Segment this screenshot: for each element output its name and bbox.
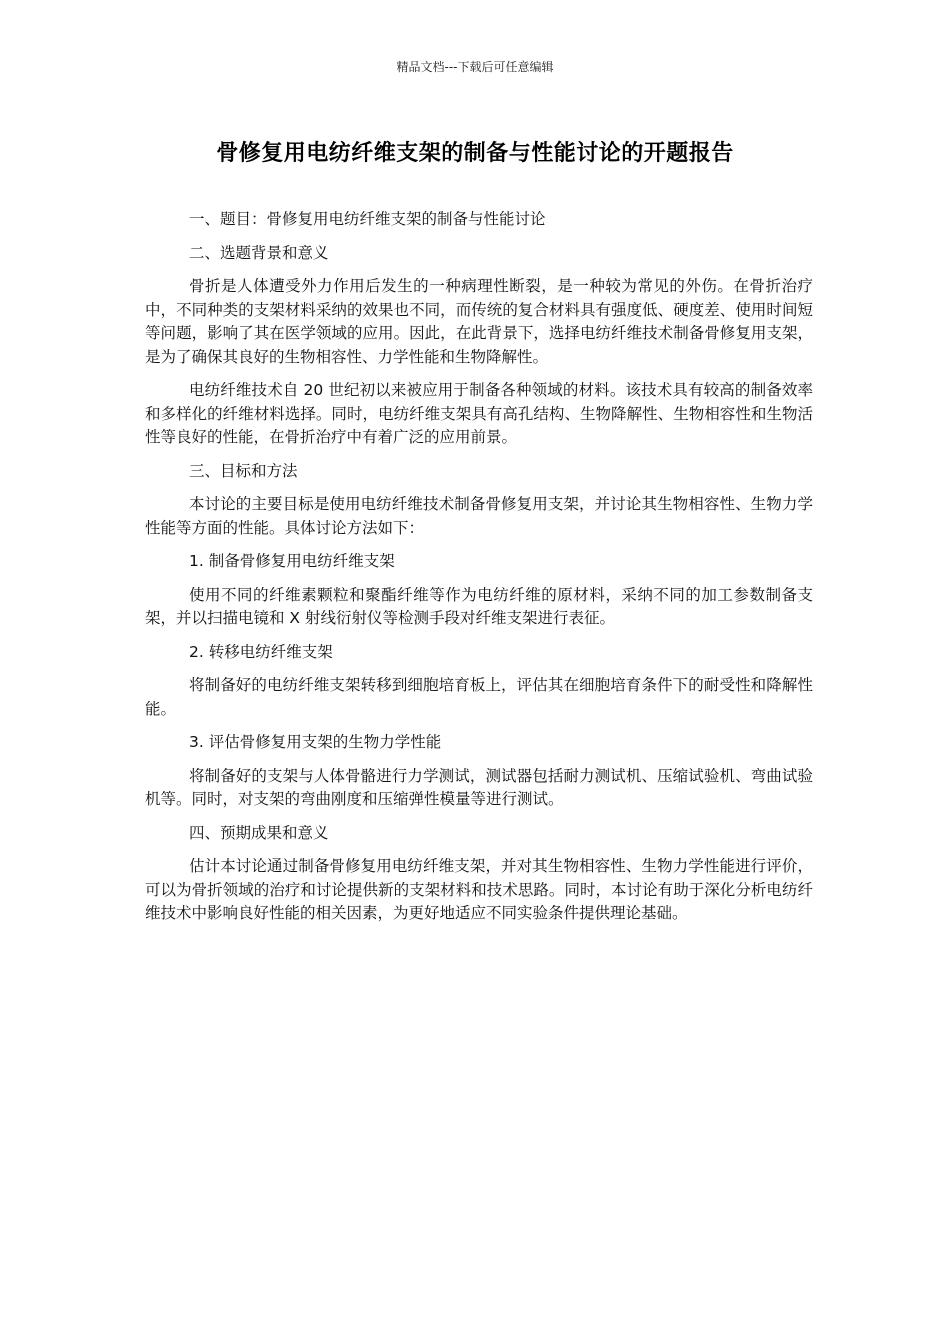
paragraph-background-2: 电纺纤维技术自 20 世纪初以来被应用于制备各种领域的材料。该技术具有较高的制备效率和多样化的纤维材料选择。同时，电纺纤维支架具有高孔结构、生物降解性、生物相容性和生物活性等良好的性能，在骨折治疗中有着广泛的应用前景。 [145,381,813,446]
section-heading-outcomes: 四、预期成果和意义 [189,823,329,842]
paragraph-background-1: 骨折是人体遭受外力作用后发生的一种病理性断裂，是一种较为常见的外伤。在骨折治疗中，不同种类的支架材料采纳的效果也不同，而传统的复合材料具有强度低、硬度差、使用时间短等问题，影响了其在医学领域的应用。因此，在此背景下，选择电纺纤维技术制备骨修复用支架，是为了确保其良好的生物相容性、力学性能和生物降解性。 [145,277,813,366]
paragraph-method-1: 使用不同的纤维素颗粒和聚酯纤维等作为电纺纤维的原材料，采纳不同的加工参数制备支架，并以扫描电镜和 X 射线衍射仪等检测手段对纤维支架进行表征。 [145,585,813,627]
document-body [145,208,813,936]
page-header: 精品文档---下载后可任意编辑 [396,60,554,74]
paragraph-method-3: 将制备好的支架与人体骨骼进行力学测试，测试器包括耐力测试机、压缩试验机、弯曲试验机等。同时，对支架的弯曲刚度和压缩弹性模量等进行测试。 [145,766,813,808]
section-heading-background: 二、选题背景和意义 [189,243,329,262]
section-topic: 一、题目：骨修复用电纺纤维支架的制备与性能讨论 [189,210,546,228]
paragraph-outcomes: 估计本讨论通过制备骨修复用电纺纤维支架，并对其生物相容性、生物力学性能进行评价，可以为骨折领域的治疗和讨论提供新的支架材料和技术思路。同时，本讨论有助于深化分析电纺纤维技术中影响良好性能的相关因素，为更好地适应不同实验条件提供理论基础。 [145,857,813,922]
section-heading-goals: 三、目标和方法 [189,461,298,480]
paragraph-goals: 本讨论的主要目标是使用电纺纤维技术制备骨修复用支架，并讨论其生物相容性、生物力学性能等方面的性能。具体讨论方法如下： [145,495,813,537]
subheading-method-3: 3. 评估骨修复用支架的生物力学性能 [189,733,442,751]
paragraph-method-2: 将制备好的电纺纤维支架转移到细胞培育板上，评估其在细胞培育条件下的耐受性和降解性能。 [145,676,813,718]
document-title: 骨修复用电纺纤维支架的制备与性能讨论的开题报告 [216,141,734,166]
subheading-method-1: 1. 制备骨修复用电纺纤维支架 [189,552,395,570]
subheading-method-2: 2. 转移电纺纤维支架 [189,642,333,661]
